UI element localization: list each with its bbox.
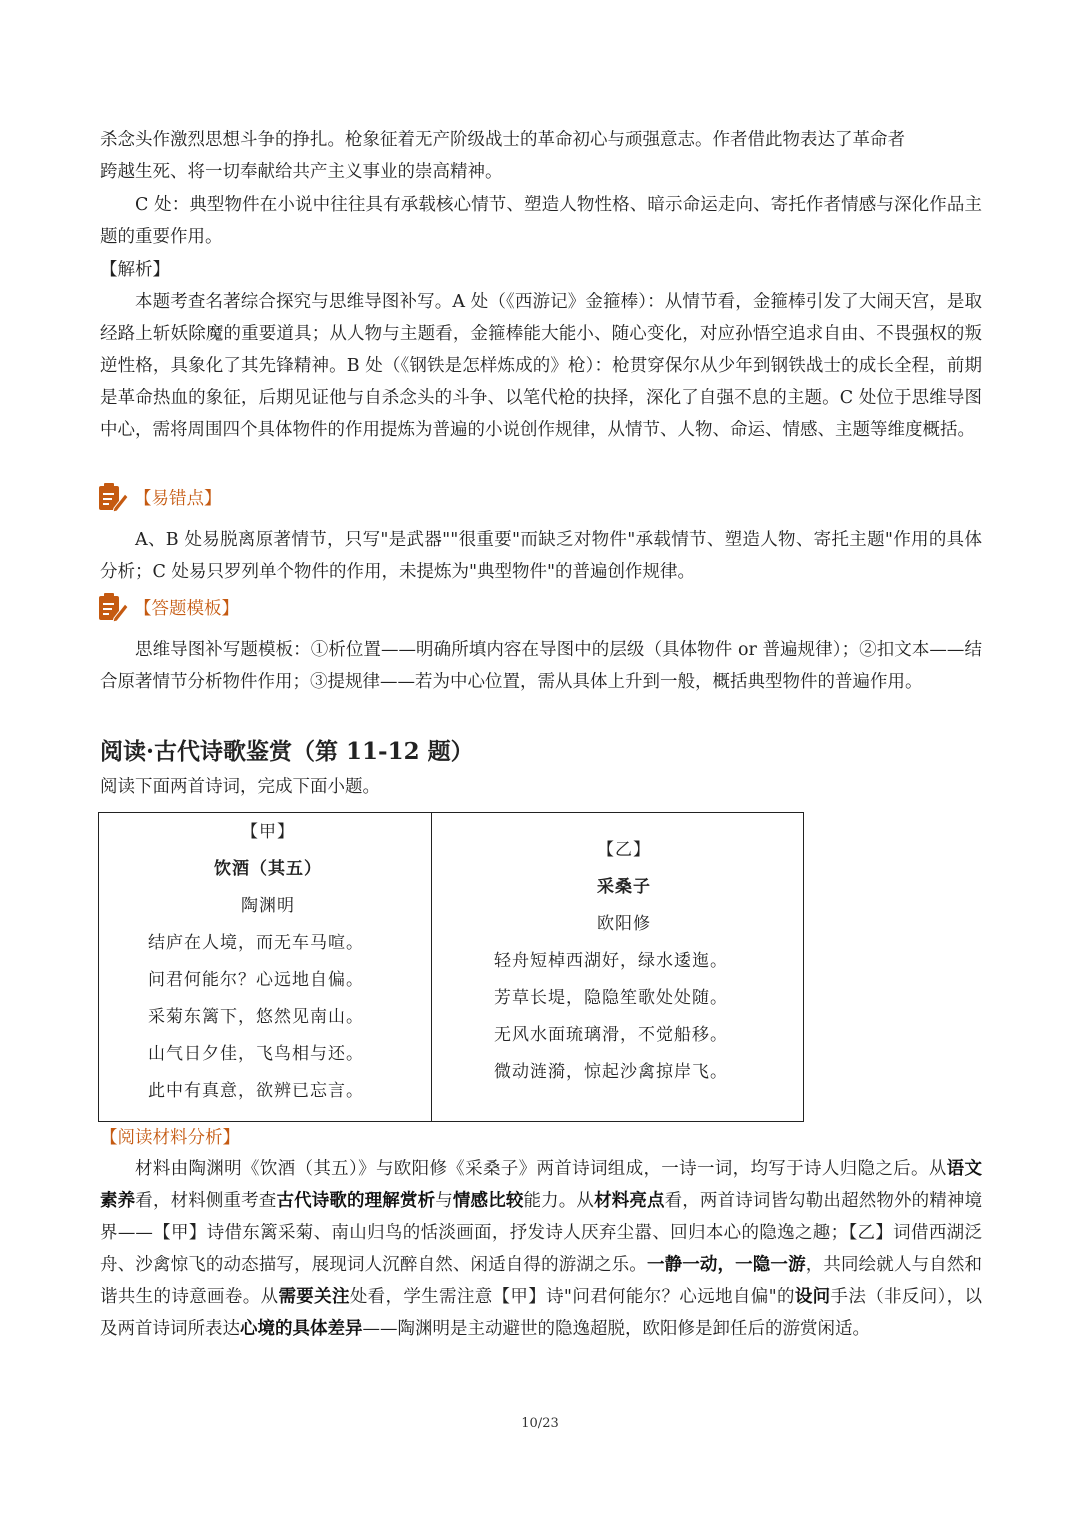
poem-b-author: 欧阳修	[597, 914, 651, 934]
poem-b-title: 采桑子	[597, 877, 651, 897]
poem-b-mark: 【乙】	[597, 840, 651, 860]
poem-b-line: 无风水面琉璃滑，不觉船移。	[494, 1025, 728, 1045]
page-number: 10/23	[521, 1416, 559, 1431]
poem-a-line: 此中有真意，欲辨已忘言。	[148, 1081, 364, 1101]
top-paragraph: 杀念头作激烈思想斗争的挣扎。枪象征着无产阶级战士的革命初心与顽强意志。作者借此物表达了革命者 跨越生死、将一切奉献给共产主义事业的崇高精神。	[100, 130, 905, 182]
poem-a-line: 山气日夕佳，飞鸟相与还。	[148, 1044, 364, 1064]
analysis-label: 【解析】	[100, 260, 170, 280]
template-tag-label: 【答题模板】	[134, 598, 239, 619]
poem-a-title: 饮酒（其五）	[214, 859, 322, 879]
error-tag	[96, 480, 222, 514]
poem-a	[148, 814, 388, 1110]
template-text: 思维导图补写题模板：①析位置——明确所填内容在导图中的层级（具体物件 or 普遍规律）；②扣文本——结合原著情节分析物件作用；③提规律——若为中心位置，需从具体上升到一般，概括典型物件的普遍作用。	[100, 640, 982, 692]
notepad-pencil-icon	[96, 590, 130, 624]
poem-b-line: 芳草长堤，隐隐笙歌处处随。	[494, 988, 728, 1008]
poem-a-line: 采菊东篱下，悠然见南山。	[148, 1007, 364, 1027]
poem-a-line: 结庐在人境，而无车马喧。	[148, 933, 364, 953]
error-text: A、B 处易脱离原著情节，只写"是武器""很重要"而缺乏对物件"承载情节、塑造人物、寄托主题"作用的具体分析；C 处易只罗列单个物件的作用，未提炼为"典型物件"的普遍创作规律。	[100, 530, 982, 582]
c-paragraph: C 处：典型物件在小说中往往具有承载核心情节、塑造人物性格、暗示命运走向、寄托作者情感与深化作品主题的重要作用。	[100, 195, 982, 247]
poem-divider	[431, 812, 432, 1122]
poem-b-line: 微动涟漪，惊起沙禽掠岸飞。	[494, 1062, 728, 1082]
error-tag-label: 【易错点】	[134, 488, 222, 509]
poem-b	[494, 832, 754, 1091]
instruction: 阅读下面两首诗词，完成下面小题。	[100, 777, 380, 797]
poem-a-mark: 【甲】	[241, 822, 295, 842]
notepad-pencil-icon	[96, 480, 130, 514]
poem-a-author: 陶渊明	[241, 896, 295, 916]
analysis-text: 本题考查名著综合探究与思维导图补写。A 处（《西游记》金箍棒）：从情节看，金箍棒引发了大闹天宫，是取经路上斩妖除魔的重要道具；从人物与主题看，金箍棒能大能小、随心变化，对应孙悟空追求自由、不畏强权的叛逆性格，具象化了其先锋精神。B 处（《钢铁是怎样炼成的》枪）：枪贯穿保尔从少年到钢铁战士的成长全程，前期是革命热血的象征，后期见证他与自杀念头的斗争、以笔代枪的抉择，深化了自强不息的主题。C 处位于思维导图中心，需将周围四个具体物件的作用提炼为普遍的小说创作规律，从情节、人物、命运、情感、主题等维度概括。	[100, 292, 982, 440]
reading-tag: 【阅读材料分析】	[100, 1128, 240, 1148]
section-heading: 阅读·古代诗歌鉴赏（第 11-12 题）	[100, 738, 474, 765]
poem-b-line: 轻舟短棹西湖好，绿水逶迤。	[494, 951, 728, 971]
poem-a-line: 问君何能尔？心远地自偏。	[148, 970, 364, 990]
template-tag	[96, 590, 239, 624]
reading-text: 材料由陶渊明《饮酒（其五）》与欧阳修《采桑子》两首诗词组成，一诗一词，均写于诗人归隐之后。从语文素养看，材料侧重考查古代诗歌的理解赏析与情感比较能力。从材料亮点看，两首诗词皆勾勒出超然物外的精神境界——【甲】诗借东篱采菊、南山归鸟的恬淡画面，抒发诗人厌弃尘嚣、回归本心的隐逸之趣；【乙】词借西湖泛舟、沙禽惊飞的动态描写，展现词人沉醉自然、闲适自得的游湖之乐。一静一动，一隐一游，共同绘就人与自然和谐共生的诗意画卷。从需要关注处看，学生需注意【甲】诗"问君何能尔？心远地自偏"的设问手法（非反问），以及两首诗词所表达心境的具体差异——陶渊明是主动避世的隐逸超脱，欧阳修是卸任后的游赏闲适。	[100, 1159, 983, 1339]
